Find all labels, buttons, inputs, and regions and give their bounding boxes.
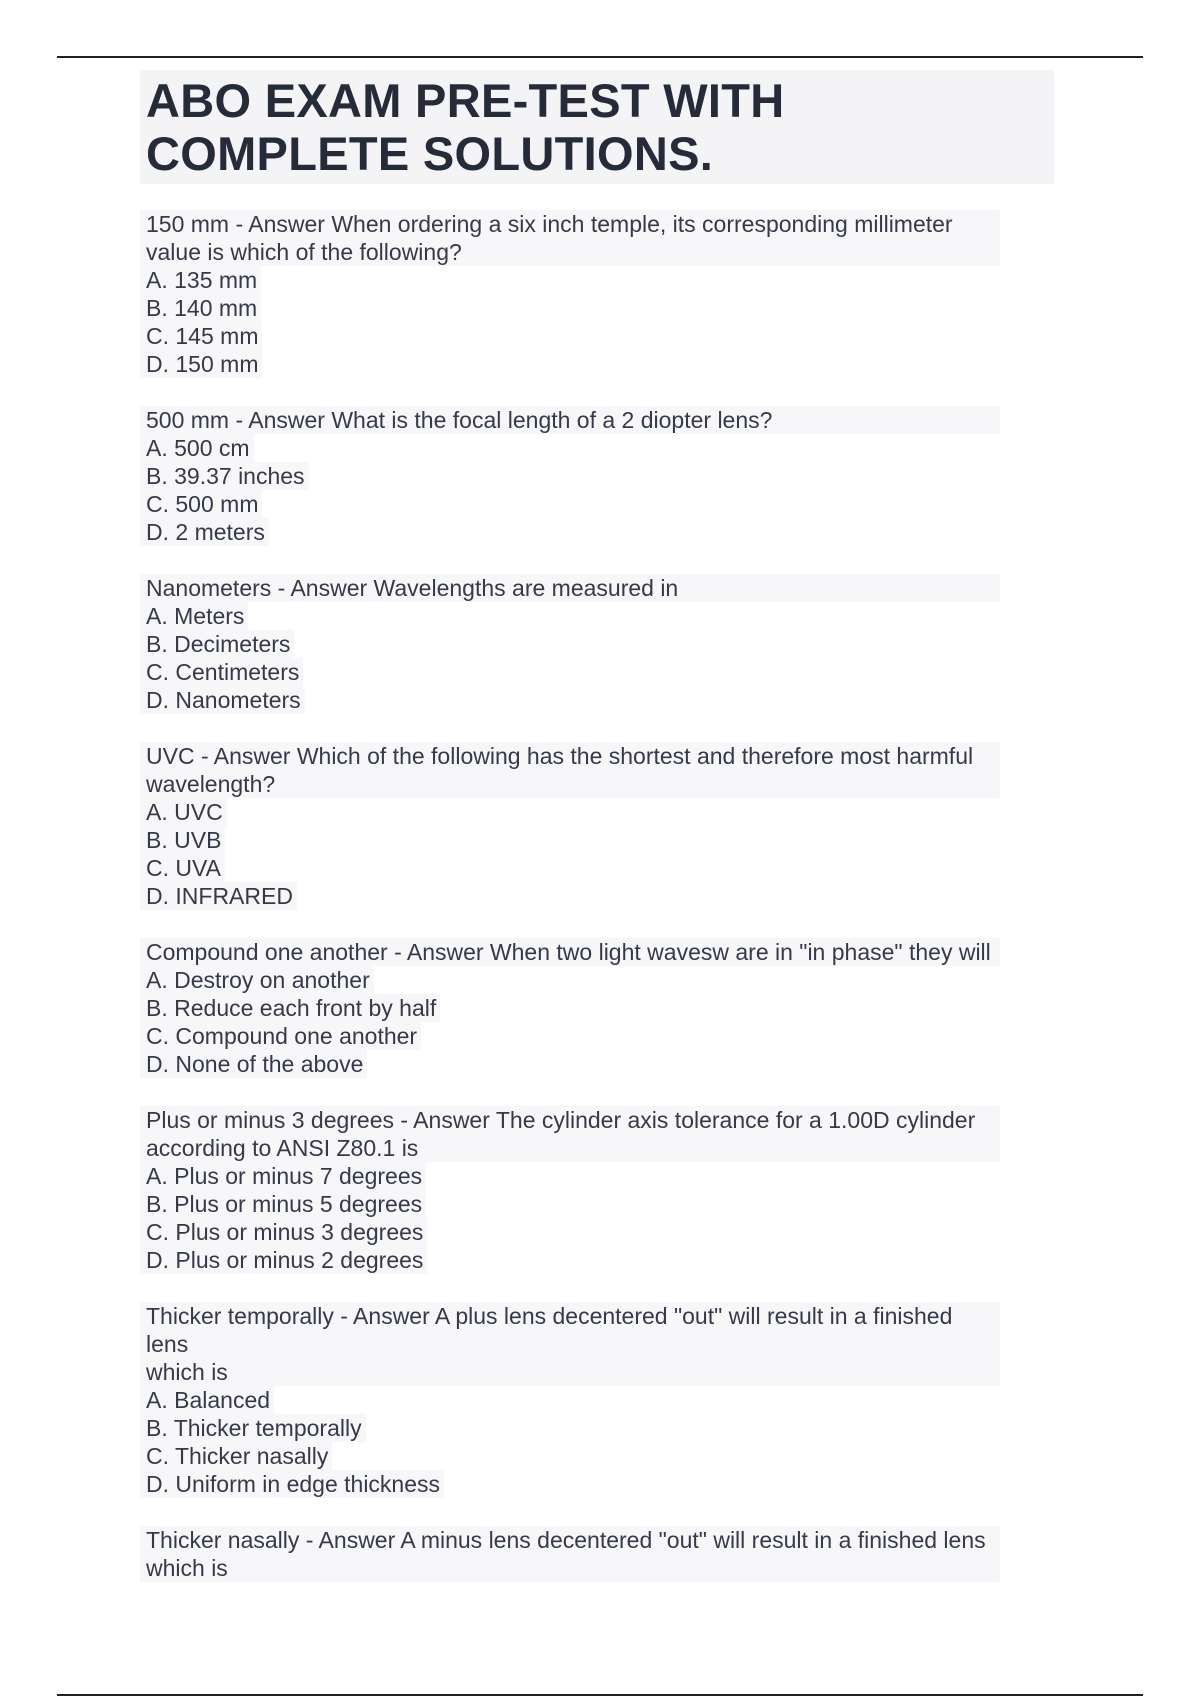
title-line-2: COMPLETE SOLUTIONS.: [146, 127, 714, 180]
question-text: Plus or minus 3 degrees - Answer The cylinder axis tolerance for a 1.00D cylinder: [140, 1106, 1000, 1134]
answer-option: A. 500 cm: [140, 434, 254, 462]
answer-option: C. Plus or minus 3 degrees: [140, 1218, 427, 1246]
answer-option: C. UVA: [140, 854, 225, 882]
answer-option: C. 145 mm: [140, 322, 262, 350]
answer-option: C. Thicker nasally: [140, 1442, 332, 1470]
answer-option: A. Balanced: [140, 1386, 274, 1414]
question-text: according to ANSI Z80.1 is: [140, 1134, 1000, 1162]
answer-option: B. UVB: [140, 826, 225, 854]
question-text: which is: [140, 1554, 1000, 1582]
answer-option: B. 39.37 inches: [140, 462, 309, 490]
answer-option: B. 140 mm: [140, 294, 261, 322]
title-line-1: ABO EXAM PRE-TEST WITH: [146, 74, 785, 127]
question-text: wavelength?: [140, 770, 1000, 798]
question-block: [140, 574, 1070, 714]
question-block: [140, 1526, 1070, 1582]
answer-option: C. 500 mm: [140, 490, 262, 518]
question-block: [140, 1302, 1070, 1498]
answer-option: D. 150 mm: [140, 350, 262, 378]
bottom-rule: [57, 1694, 1143, 1696]
question-block: [140, 938, 1070, 1078]
question-text: 150 mm - Answer When ordering a six inch temple, its corresponding millimeter: [140, 210, 1000, 238]
answer-option: D. 2 meters: [140, 518, 269, 546]
answer-option: A. Meters: [140, 602, 248, 630]
answer-option: B. Decimeters: [140, 630, 294, 658]
question-block: [140, 406, 1070, 546]
answer-option: A. Plus or minus 7 degrees: [140, 1162, 426, 1190]
top-rule: [57, 56, 1143, 58]
answer-option: D. Plus or minus 2 degrees: [140, 1246, 427, 1274]
question-text: value is which of the following?: [140, 238, 1000, 266]
page-title: [140, 70, 1054, 184]
answer-option: A. 135 mm: [140, 266, 261, 294]
answer-option: A. Destroy on another: [140, 966, 374, 994]
answer-option: A. UVC: [140, 798, 227, 826]
question-block: [140, 210, 1070, 378]
answer-option: D. None of the above: [140, 1050, 367, 1078]
answer-option: D. Nanometers: [140, 686, 305, 714]
question-text: Nanometers - Answer Wavelengths are measured in: [140, 574, 1000, 602]
question-text: Thicker temporally - Answer A plus lens decentered "out" will result in a finished lens: [140, 1302, 1000, 1358]
answer-option: C. Centimeters: [140, 658, 303, 686]
answer-option: D. INFRARED: [140, 882, 297, 910]
answer-option: B. Thicker temporally: [140, 1414, 366, 1442]
question-text: UVC - Answer Which of the following has the shortest and therefore most harmful: [140, 742, 1000, 770]
question-text: which is: [140, 1358, 1000, 1386]
answer-option: C. Compound one another: [140, 1022, 421, 1050]
question-text: Compound one another - Answer When two light wavesw are in "in phase" they will: [140, 938, 1000, 966]
answer-option: B. Reduce each front by half: [140, 994, 440, 1022]
question-text: 500 mm - Answer What is the focal length of a 2 diopter lens?: [140, 406, 1000, 434]
question-text: Thicker nasally - Answer A minus lens decentered "out" will result in a finished lens: [140, 1526, 1000, 1554]
answer-option: D. Uniform in edge thickness: [140, 1470, 444, 1498]
question-block: [140, 1106, 1070, 1274]
question-block: [140, 742, 1070, 910]
question-list: [140, 210, 1070, 1610]
answer-option: B. Plus or minus 5 degrees: [140, 1190, 426, 1218]
